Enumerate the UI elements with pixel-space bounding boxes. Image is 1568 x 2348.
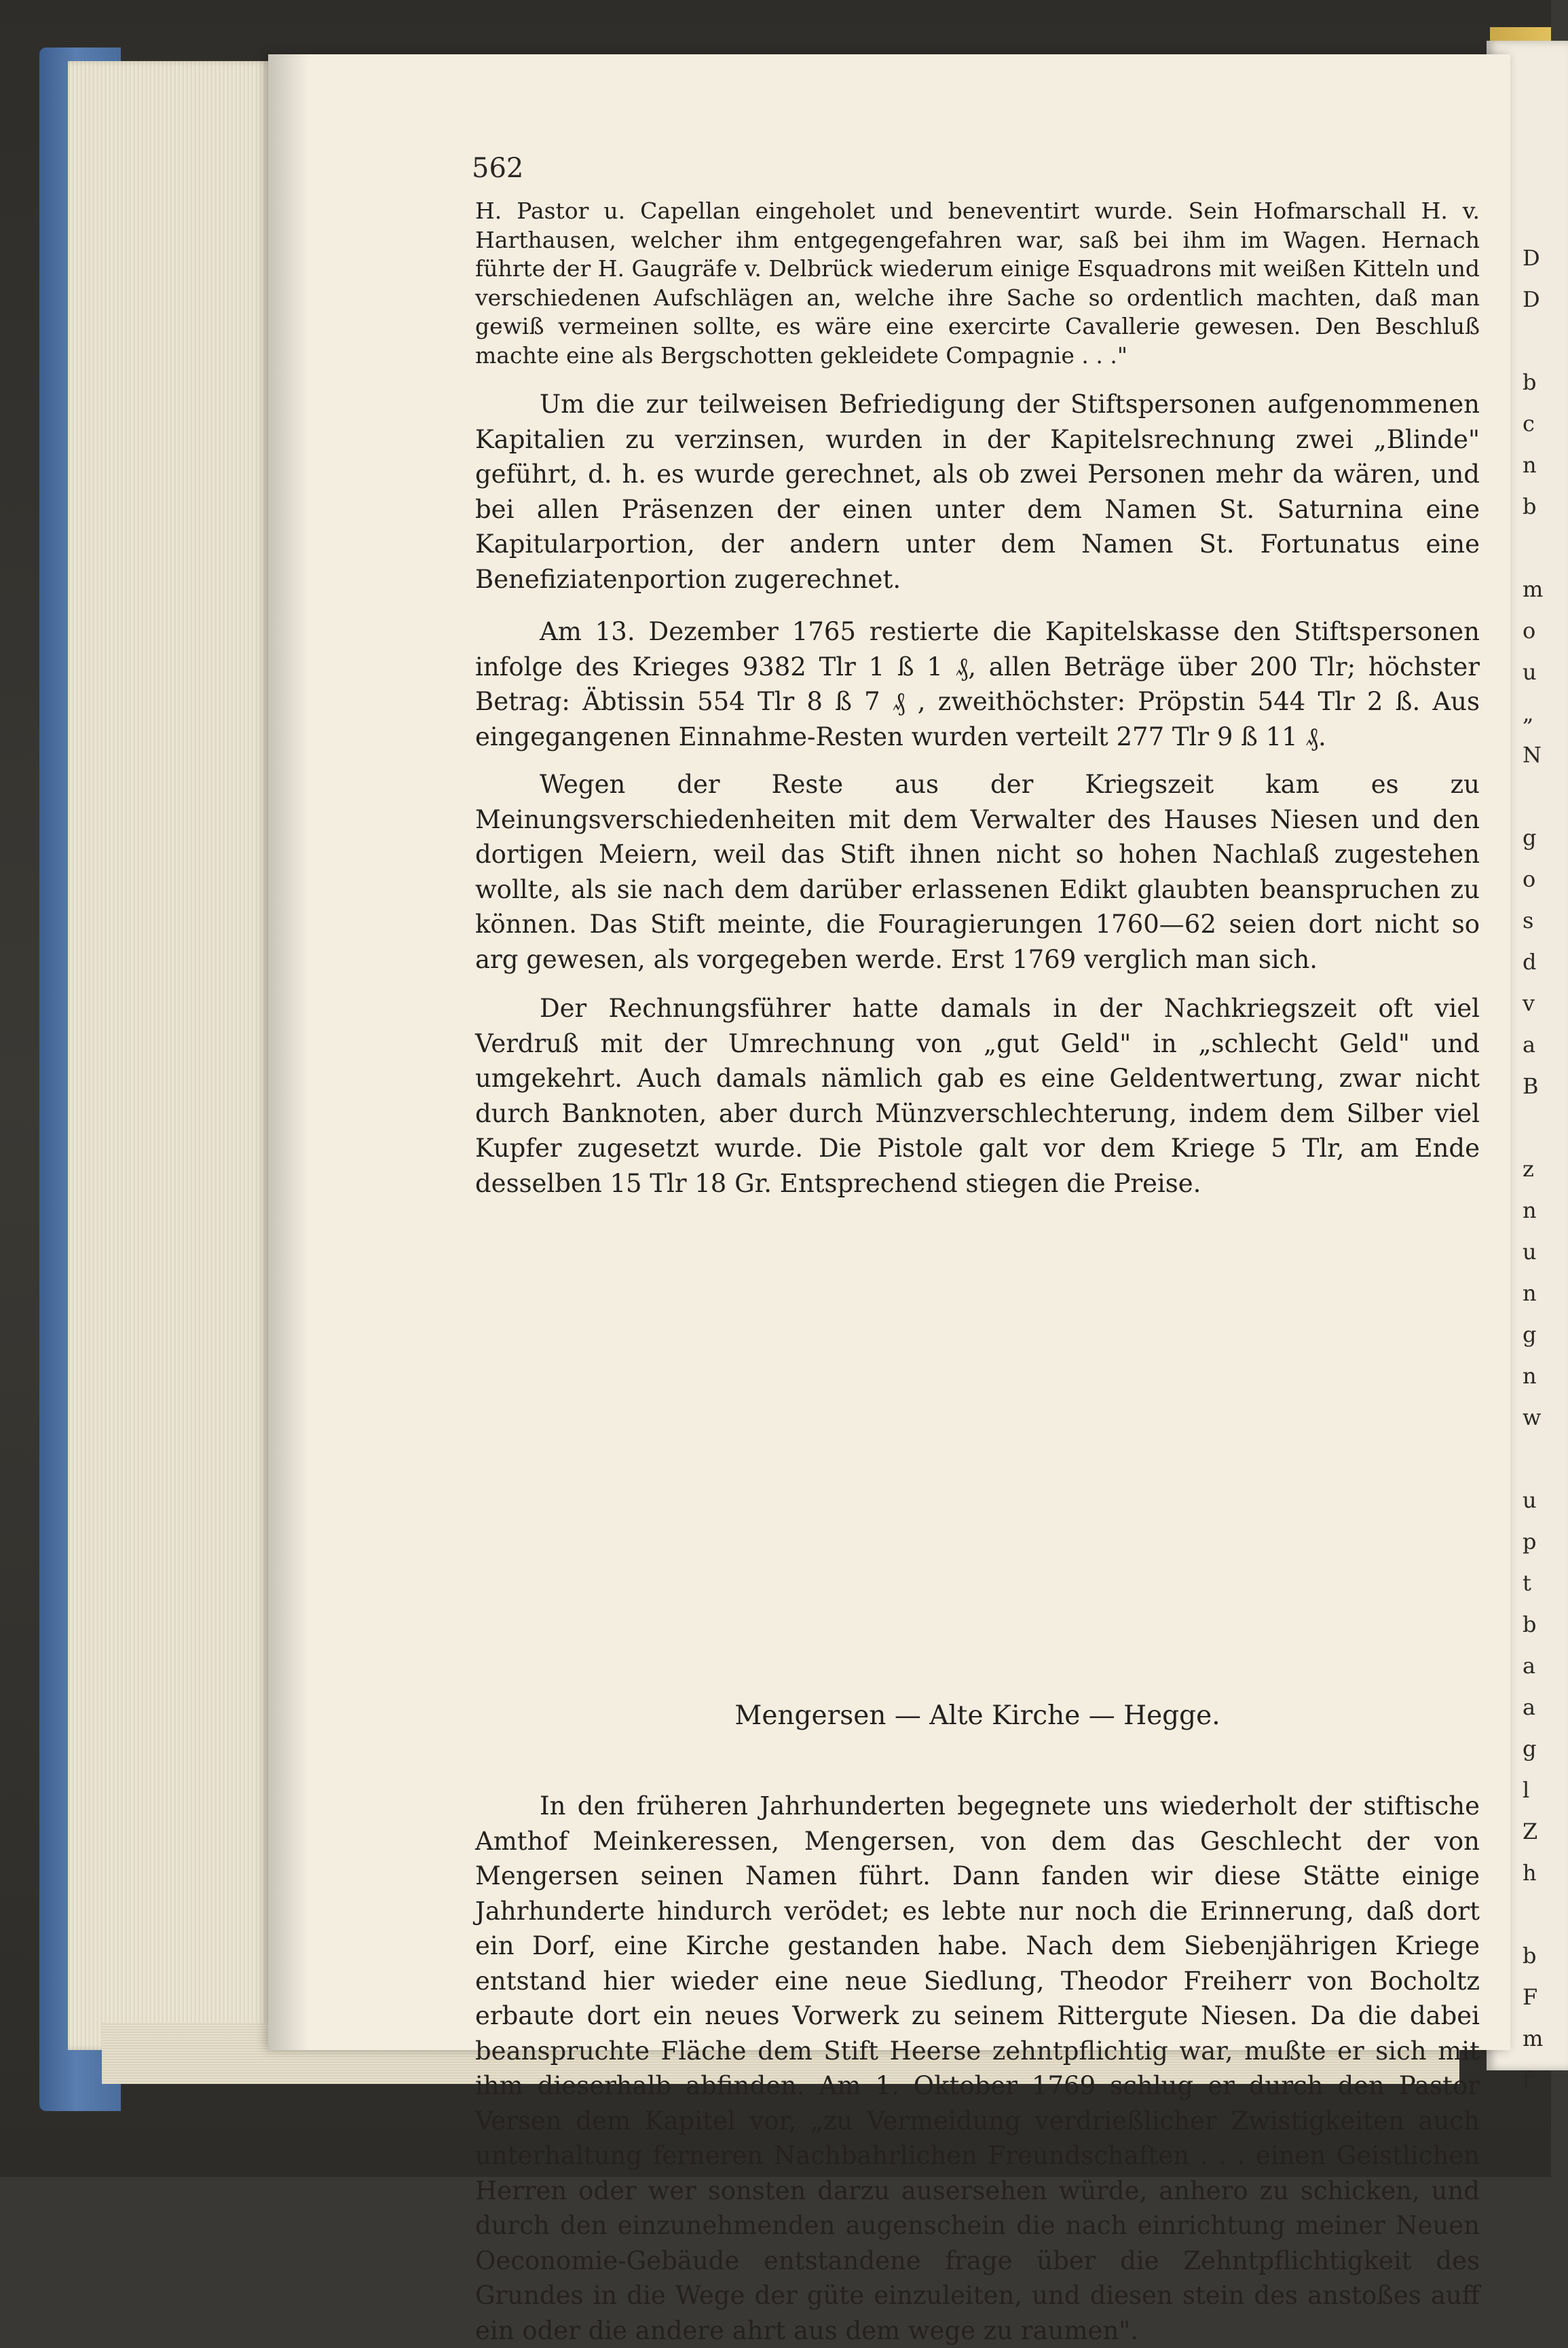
section-heading: Mengersen — Alte Kirche — Hegge. [734,1700,1220,1731]
page-edges [68,61,272,2050]
paragraph-kapitelskasse: Am 13. Dezember 1765 restierte die Kapitelskasse den Stiftspersonen infolge des Krieges 9382 Tlr 1 ß 1 ₰, allen Beträge über 200 Tlr; höchster Betrag: Äbtissin 554 Tlr 8 ß 7 ₰ , zweithöchster: Pröpstin 544 Tlr 2 ß. Aus eingegangenen Einnahme-Resten wurden verteilt 277 Tlr 9 ß 11 ₰. [475,617,1480,751]
facing-page-text-fragments: D D b c n b m o u „ N g o s d v a B z n u n g n w u p t b a a g l Z h b F m f [1523,245,1544,2093]
paragraph-reste: Wegen der Reste aus der Kriegszeit kam es zu Meinungsverschiedenheiten mit dem Verwalter des Hauses Niesen und den dortigen Meiern, weil das Stift ihnen nicht so hohen Nachlaß zugestehen wollte, als sie nach dem darüber erlassenen Edikt glaubten beanspruchen zu können. Das Stift meinte, die Fouragierungen 1760—62 seien dort nicht so arg gewesen, als vorgegeben werde. Erst 1769 verglich man sich. [475,770,1480,974]
paragraph-rechnungsfuehrer: Der Rechnungsführer hatte damals in der Nachkriegszeit oft viel Verdruß mit der Umrechnung von „gut Geld" in „schlecht Geld" und umgekehrt. Auch damals nämlich gab es eine Geldentwertung, zwar nicht durch Banknoten, aber durch Münzverschlechterung, indem dem Silber viel Kupfer zugesetzt wurde. Die Pistole galt vor dem Kriege 5 Tlr, am Ende desselben 15 Tlr 18 Gr. Entsprechend stiegen die Preise. [475,994,1480,1198]
paragraph-blinde: Um die zur teilweisen Befriedigung der Stiftspersonen aufgenommenen Kapitalien zu verzinsen, wurden in der Kapitelsrechnung zwei „Blinde" geführt, d. h. es wurde gerechnet, als ob zwei Personen mehr da wären, und bei allen Präsenzen der einen unter dem Namen St. Saturnina eine Kapitularportion, der andern unter dem Namen St. Fortunatus eine Benefiziatenportion zugerechnet. [475,390,1480,594]
gutter-shadow [268,54,309,2050]
quote-paragraph: H. Pastor u. Capellan eingeholet und beneventirt wurde. Sein Hofmarschall H. v. Harthausen, welcher ihm entgegengefahren war, saß bei ihm im Wagen. Hernach führte der H. Gaugräfe v. Delbrück wiederum einige Esquadrons mit weißen Kitteln und verschiedenen Aufschlägen an, welche ihre Sache so ordentlich machten, daß man gewiß vermeinen sollte, es wäre eine exercirte Cavallerie gewesen. Den Beschluß machte eine als Bergschotten gekleidete Compagnie . . ." [475,198,1480,369]
paragraph-mengersen: In den früheren Jahrhunderten begegnete uns wiederholt der stiftische Amthof Meinkeressen, Mengersen, von dem das Geschlecht der von Mengersen seinen Namen führt. Dann fanden wir diese Stätte einige Jahrhunderte hindurch verödet; es lebte nur noch die Erinnerung, daß dort ein Dorf, eine Kirche gestanden habe. Nach dem Siebenjährigen Kriege entstand hier wieder eine neue Siedlung, Theodor Freiherr von Bocholtz erbaute dort ein neues Vorwerk zu seinem Rittergute Niesen. Da die dabei beanspruchte Fläche dem Stift Heerse zehntpflichtig war, mußte er sich mit ihm dieserhalb abfinden. Am 1. Oktober 1769 schlug er durch den Pastor Versen dem Kapitel vor, „zu Vermeidung verdrießlicher Zwistigkeiten auch unterhaltung ferneren Nachbahrlichen Freundschaften . . . einen Geistlichen Herren oder wer sonsten darzu ausersehen würde, anhero zu schicken, und durch den einzunehmenden augenschein die nach einrichtung meiner Neuen Oeconomie-Gebäude entstandene frage über die Zehntpflichtigkeit des Grundes in die Wege der güte einzuleiten, und diesen stein des anstoßes auff ein oder die andere ahrt aus dem wege zu raumen". [475,1791,1480,2345]
page-number: 562 [472,153,524,184]
